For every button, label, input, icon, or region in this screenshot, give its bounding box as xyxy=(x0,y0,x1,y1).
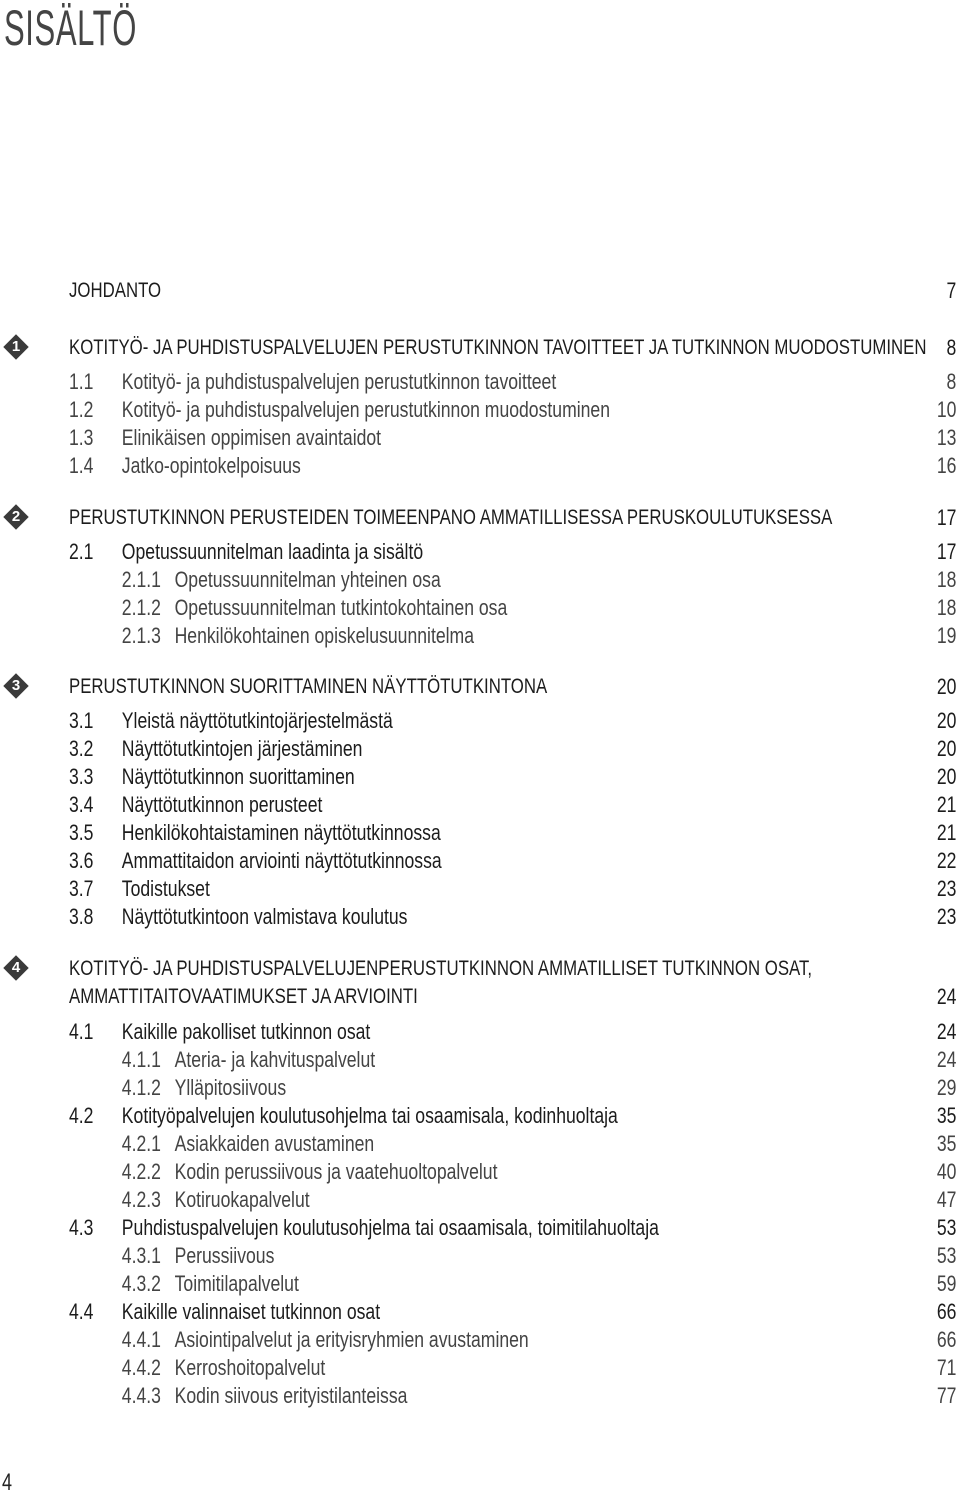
toc-page-number: 20 xyxy=(936,708,956,733)
toc-page-number: 13 xyxy=(936,425,956,450)
toc-label: Opetussuunnitelman laadinta ja sisältö xyxy=(121,539,424,564)
toc-entry-johdanto[interactable] xyxy=(69,277,956,305)
toc-label: PERUSTUTKINNON SUORITTAMINEN NÄYTTÖTUTKINTONA xyxy=(69,675,548,698)
toc-number: 4.2.2 xyxy=(121,1159,161,1184)
toc-page-number: 17 xyxy=(936,539,956,564)
toc-number: 4.4.1 xyxy=(121,1327,161,1352)
toc-number: 4.3 xyxy=(69,1215,94,1240)
toc-entry-3-6[interactable] xyxy=(69,847,956,875)
toc-entry-4-2-1[interactable] xyxy=(69,1130,956,1158)
toc-label: Opetussuunnitelman tutkintokohtainen osa xyxy=(174,595,508,620)
toc-entry-3-8[interactable] xyxy=(69,903,956,931)
toc-label: Perussiivous xyxy=(174,1243,275,1268)
toc-entry-3-3[interactable] xyxy=(69,763,956,791)
chapter-4-badge-icon: 4 xyxy=(3,955,29,981)
toc-page-number: 7 xyxy=(946,278,956,303)
toc-entry-1-4[interactable] xyxy=(69,452,956,480)
toc-label: Kotiruokapalvelut xyxy=(174,1187,310,1212)
toc-number: 4.3.1 xyxy=(121,1243,161,1268)
toc-label: Henkilökohtaistaminen näyttötutkinnossa xyxy=(121,820,441,845)
toc-page-number: 17 xyxy=(936,505,956,530)
toc-entry-chapter-2[interactable] xyxy=(69,504,956,532)
toc-page-number: 24 xyxy=(936,1019,956,1044)
toc-page-number: 8 xyxy=(946,369,956,394)
toc-number: 4.2.1 xyxy=(121,1131,161,1156)
toc-entry-4-4-2[interactable] xyxy=(69,1354,956,1382)
toc-entry-2-1[interactable] xyxy=(69,538,956,566)
toc-entry-3-1[interactable] xyxy=(69,707,956,735)
toc-number: 4.1 xyxy=(69,1019,94,1044)
toc-label: Kotityö- ja puhdistuspalvelujen perustutkinnon tavoitteet xyxy=(121,369,557,394)
toc-entry-4-4-1[interactable] xyxy=(69,1326,956,1354)
toc-label: PERUSTUTKINNON PERUSTEIDEN TOIMEENPANO AMMATILLISESSA PERUSKOULUTUKSESSA xyxy=(69,506,833,529)
toc-label: Kodin perussiivous ja vaatehuoltopalvelut xyxy=(174,1159,498,1184)
toc-number: 4.1.1 xyxy=(121,1047,161,1072)
toc-number: 3.6 xyxy=(69,848,94,873)
toc-entry-4-2-2[interactable] xyxy=(69,1158,956,1186)
toc-label: Ateria- ja kahvituspalvelut xyxy=(174,1047,376,1072)
toc-page-number: 47 xyxy=(936,1187,956,1212)
toc-page-number: 53 xyxy=(936,1243,956,1268)
toc-entry-4-3-2[interactable] xyxy=(69,1270,956,1298)
toc-number: 1.3 xyxy=(69,425,94,450)
toc-page-number: 77 xyxy=(936,1383,956,1408)
toc-entry-1-1[interactable] xyxy=(69,368,956,396)
toc-label: Näyttötutkinnon suorittaminen xyxy=(121,764,355,789)
toc-entry-4-4-3[interactable] xyxy=(69,1382,956,1410)
toc-entry-chapter-3[interactable] xyxy=(69,673,956,701)
toc-label: Opetussuunnitelman yhteinen osa xyxy=(174,567,441,592)
toc-label: Yleistä näyttötutkintojärjestelmästä xyxy=(121,708,393,733)
toc-page-number: 35 xyxy=(936,1103,956,1128)
toc-entry-2-1-1[interactable] xyxy=(69,566,956,594)
toc-page-number: 20 xyxy=(936,764,956,789)
toc-number: 4.4 xyxy=(69,1299,94,1324)
toc-entry-4-3-1[interactable] xyxy=(69,1242,956,1270)
toc-entry-1-3[interactable] xyxy=(69,424,956,452)
toc-page-number: 21 xyxy=(936,792,956,817)
toc-number: 4.4.3 xyxy=(121,1383,161,1408)
toc-label: Näyttötutkinnon perusteet xyxy=(121,792,323,817)
toc-label: KOTITYÖ- JA PUHDISTUSPALVELUJEN PERUSTUTKINNON TAVOITTEET JA TUTKINNON MUODOSTUMINEN xyxy=(69,336,927,359)
toc-entry-chapter-4-line1[interactable] xyxy=(69,955,956,983)
toc-entry-2-1-3[interactable] xyxy=(69,622,956,650)
toc-number: 2.1.1 xyxy=(121,567,161,592)
toc-entry-chapter-1[interactable] xyxy=(69,334,956,362)
toc-page-number: 20 xyxy=(936,674,956,699)
toc-label: Elinikäisen oppimisen avaintaidot xyxy=(121,425,382,450)
toc-number: 3.2 xyxy=(69,736,94,761)
toc-page-number: 24 xyxy=(936,984,956,1009)
toc-label: Ammattitaidon arviointi näyttötutkinnossa xyxy=(121,848,442,873)
toc-page-number: 8 xyxy=(946,335,956,360)
toc-page-number: 18 xyxy=(936,567,956,592)
toc-label: Todistukset xyxy=(121,876,210,901)
toc-number: 3.3 xyxy=(69,764,94,789)
toc-entry-4-1-1[interactable] xyxy=(69,1046,956,1074)
toc-page-number: 35 xyxy=(936,1131,956,1156)
toc-label: Kotityöpalvelujen koulutusohjelma tai osaamisala, kodinhuoltaja xyxy=(121,1103,618,1128)
toc-number: 4.2.3 xyxy=(121,1187,161,1212)
toc-number: 4.4.2 xyxy=(121,1355,161,1380)
toc-page-number: 29 xyxy=(936,1075,956,1100)
toc-label: AMMATTITAITOVAATIMUKSET JA ARVIOINTI xyxy=(69,985,418,1008)
toc-label: Näyttötutkintojen järjestäminen xyxy=(121,736,363,761)
toc-page-number: 21 xyxy=(936,820,956,845)
toc-page-number: 20 xyxy=(936,736,956,761)
toc-number: 1.4 xyxy=(69,453,94,478)
toc-number: 2.1.2 xyxy=(121,595,161,620)
toc-page-number: 23 xyxy=(936,904,956,929)
toc-label: Toimitilapalvelut xyxy=(174,1271,299,1296)
toc-label: Näyttötutkintoon valmistava koulutus xyxy=(121,904,408,929)
toc-entry-chapter-4-line2[interactable] xyxy=(69,983,956,1011)
toc-entry-3-4[interactable] xyxy=(69,791,956,819)
toc-label: Jatko-opintokelpoisuus xyxy=(121,453,301,478)
toc-label: Kerroshoitopalvelut xyxy=(174,1355,326,1380)
toc-label: Asiakkaiden avustaminen xyxy=(174,1131,375,1156)
toc-page-number: 24 xyxy=(936,1047,956,1072)
toc-page-number: 23 xyxy=(936,876,956,901)
page-title: SISÄLTÖ xyxy=(4,0,137,56)
toc-entry-3-2[interactable] xyxy=(69,735,956,763)
toc-number: 3.7 xyxy=(69,876,94,901)
toc-label: JOHDANTO xyxy=(69,279,162,302)
toc-label: Kodin siivous erityistilanteissa xyxy=(174,1383,408,1408)
toc-number: 3.1 xyxy=(69,708,94,733)
page-number: 4 xyxy=(2,1469,13,1496)
toc-page-number: 22 xyxy=(936,848,956,873)
toc-page-number: 40 xyxy=(936,1159,956,1184)
toc-entry-4-3[interactable] xyxy=(69,1214,956,1242)
chapter-1-badge-icon: 1 xyxy=(3,334,29,360)
toc-page-number: 53 xyxy=(936,1215,956,1240)
toc-entry-4-4[interactable] xyxy=(69,1298,956,1326)
toc-entry-4-2-3[interactable] xyxy=(69,1186,956,1214)
toc-page-number: 19 xyxy=(936,623,956,648)
toc-number: 3.8 xyxy=(69,904,94,929)
toc-entry-3-7[interactable] xyxy=(69,875,956,903)
toc-number: 4.3.2 xyxy=(121,1271,161,1296)
toc-page-number: 66 xyxy=(936,1327,956,1352)
toc-page-number: 18 xyxy=(936,595,956,620)
toc-number: 1.1 xyxy=(69,369,94,394)
toc-label: Kaikille pakolliset tutkinnon osat xyxy=(121,1019,371,1044)
toc-page-number: 16 xyxy=(936,453,956,478)
toc-label: Asiointipalvelut ja erityisryhmien avustaminen xyxy=(174,1327,529,1352)
toc-number: 1.2 xyxy=(69,397,94,422)
toc-label: Henkilökohtainen opiskelusuunnitelma xyxy=(174,623,474,648)
toc-label: Kaikille valinnaiset tutkinnon osat xyxy=(121,1299,381,1324)
toc-number: 4.2 xyxy=(69,1103,94,1128)
toc-number: 3.5 xyxy=(69,820,94,845)
toc-page-number: 59 xyxy=(936,1271,956,1296)
toc-entry-4-1-2[interactable] xyxy=(69,1074,956,1102)
chapter-3-badge-icon: 3 xyxy=(3,673,29,699)
toc-label: KOTITYÖ- JA PUHDISTUSPALVELUJENPERUSTUTKINNON AMMATILLISET TUTKINNON OSAT, xyxy=(69,957,813,980)
toc-entry-4-2[interactable] xyxy=(69,1102,956,1130)
toc-entry-1-2[interactable] xyxy=(69,396,956,424)
toc-page-number: 71 xyxy=(936,1355,956,1380)
toc-number: 2.1 xyxy=(69,539,94,564)
chapter-2-badge-icon: 2 xyxy=(3,504,29,530)
toc-label: Kotityö- ja puhdistuspalvelujen perustutkinnon muodostuminen xyxy=(121,397,611,422)
toc-entry-4-1[interactable] xyxy=(69,1018,956,1046)
toc-label: Ylläpitosiivous xyxy=(174,1075,287,1100)
toc-page-number: 10 xyxy=(936,397,956,422)
toc-entry-3-5[interactable] xyxy=(69,819,956,847)
toc-number: 3.4 xyxy=(69,792,94,817)
toc-number: 2.1.3 xyxy=(121,623,161,648)
toc-number: 4.1.2 xyxy=(121,1075,161,1100)
toc-entry-2-1-2[interactable] xyxy=(69,594,956,622)
toc-label: Puhdistuspalvelujen koulutusohjelma tai osaamisala, toimitilahuoltaja xyxy=(121,1215,659,1240)
toc-page-number: 66 xyxy=(936,1299,956,1324)
